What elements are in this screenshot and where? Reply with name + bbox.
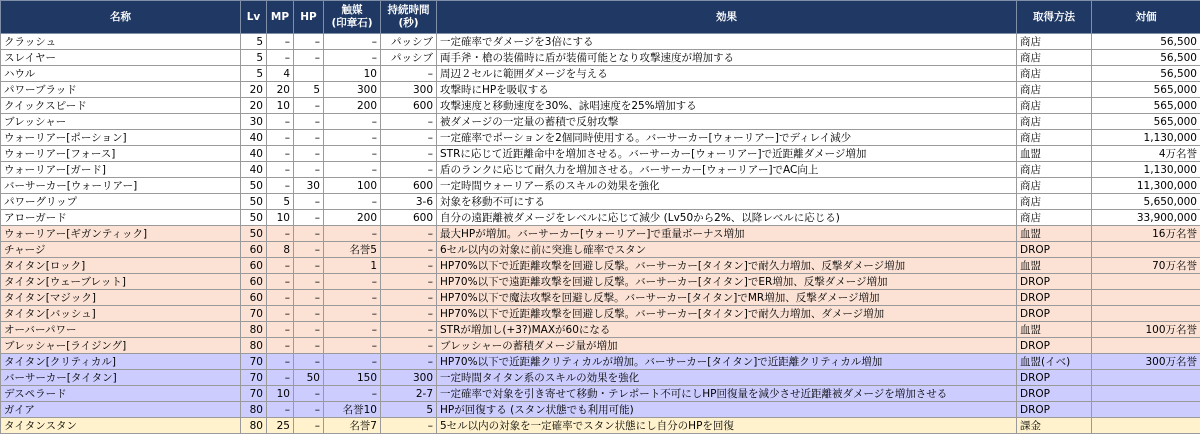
- cell-hp: –: [294, 258, 324, 274]
- cell-hp: –: [294, 418, 324, 434]
- cell-duration: パッシブ: [381, 34, 437, 50]
- cell-mp: –: [267, 402, 294, 418]
- cell-duration: 300: [381, 82, 437, 98]
- cell-effect: HP70%以下で近距離攻撃を回避し反撃。バーサーカー[タイタン]で耐久力増加、ダメージ増加: [437, 306, 1017, 322]
- cell-skill-name: タイタン[マジック]: [1, 290, 241, 306]
- cell-duration: パッシブ: [381, 50, 437, 66]
- cell-catalyst: 1: [324, 258, 381, 274]
- cell-effect: 攻撃時にHPを吸収する: [437, 82, 1017, 98]
- cell-acquisition: DROP: [1017, 306, 1092, 322]
- table-row: [1, 178, 1200, 194]
- cell-duration: 600: [381, 210, 437, 226]
- cell-price: 4万名誉: [1092, 146, 1200, 162]
- cell-effect: 自分の遠距離被ダメージをレベルに応じて減少 (Lv50から2%、以降レベルに応じる): [437, 210, 1017, 226]
- cell-skill-name: タイタン[ウェーブレット]: [1, 274, 241, 290]
- cell-acquisition: 血盟(イベ): [1017, 354, 1092, 370]
- cell-level: 5: [241, 34, 267, 50]
- cell-price: 1,130,000: [1092, 162, 1200, 178]
- cell-catalyst: 名誉5: [324, 242, 381, 258]
- table-body: [1, 34, 1200, 434]
- cell-acquisition: 血盟: [1017, 146, 1092, 162]
- cell-catalyst: 名誉7: [324, 418, 381, 434]
- cell-acquisition: 商店: [1017, 178, 1092, 194]
- cell-skill-name: ウォーリアー[フォース]: [1, 146, 241, 162]
- cell-skill-name: バーサーカー[ウォーリアー]: [1, 178, 241, 194]
- cell-price: 56,500: [1092, 34, 1200, 50]
- cell-acquisition: 血盟: [1017, 258, 1092, 274]
- cell-level: 60: [241, 290, 267, 306]
- table-row: [1, 162, 1200, 178]
- table-row: [1, 242, 1200, 258]
- cell-duration: –: [381, 306, 437, 322]
- cell-level: 30: [241, 114, 267, 130]
- cell-skill-name: タイタンスタン: [1, 418, 241, 434]
- cell-acquisition: 商店: [1017, 34, 1092, 50]
- cell-duration: 2-7: [381, 386, 437, 402]
- cell-mp: –: [267, 50, 294, 66]
- cell-level: 5: [241, 50, 267, 66]
- cell-duration: –: [381, 258, 437, 274]
- cell-effect: 一定確率でポーションを2個同時使用する。バーサーカー[ウォーリアー]でディレイ減少: [437, 130, 1017, 146]
- cell-hp: –: [294, 34, 324, 50]
- cell-price: 300万名誉: [1092, 354, 1200, 370]
- table-row: [1, 354, 1200, 370]
- table-row: [1, 50, 1200, 66]
- cell-catalyst: –: [324, 146, 381, 162]
- cell-price: 565,000: [1092, 114, 1200, 130]
- cell-mp: 8: [267, 242, 294, 258]
- cell-mp: –: [267, 226, 294, 242]
- cell-skill-name: ガイア: [1, 402, 241, 418]
- cell-duration: –: [381, 162, 437, 178]
- cell-level: 50: [241, 178, 267, 194]
- cell-price: [1092, 274, 1200, 290]
- table-row: [1, 210, 1200, 226]
- table-row: [1, 194, 1200, 210]
- cell-price: [1092, 290, 1200, 306]
- cell-duration: 3-6: [381, 194, 437, 210]
- cell-skill-name: ハウル: [1, 66, 241, 82]
- cell-mp: –: [267, 338, 294, 354]
- cell-catalyst: –: [324, 386, 381, 402]
- cell-hp: –: [294, 274, 324, 290]
- cell-acquisition: DROP: [1017, 242, 1092, 258]
- cell-price: 33,900,000: [1092, 210, 1200, 226]
- cell-catalyst: –: [324, 130, 381, 146]
- cell-skill-name: アローガード: [1, 210, 241, 226]
- header-catalyst: 触媒 (印章石): [324, 1, 381, 34]
- cell-price: [1092, 338, 1200, 354]
- cell-catalyst: –: [324, 338, 381, 354]
- table-row: [1, 98, 1200, 114]
- cell-hp: –: [294, 338, 324, 354]
- cell-effect: 一定時間ウォーリアー系のスキルの効果を強化: [437, 178, 1017, 194]
- cell-effect: HP70%以下で近距離クリティカルが増加。バーサーカー[タイタン]で近距離クリティカル増加: [437, 354, 1017, 370]
- cell-mp: –: [267, 322, 294, 338]
- cell-mp: 5: [267, 194, 294, 210]
- cell-duration: –: [381, 418, 437, 434]
- cell-price: 565,000: [1092, 98, 1200, 114]
- cell-duration: –: [381, 66, 437, 82]
- cell-acquisition: DROP: [1017, 402, 1092, 418]
- cell-level: 20: [241, 82, 267, 98]
- header-name: 名称: [1, 1, 241, 34]
- cell-mp: 25: [267, 418, 294, 434]
- cell-hp: –: [294, 354, 324, 370]
- cell-skill-name: スレイヤー: [1, 50, 241, 66]
- cell-mp: –: [267, 162, 294, 178]
- table-row: [1, 130, 1200, 146]
- cell-catalyst: –: [324, 274, 381, 290]
- cell-hp: –: [294, 146, 324, 162]
- cell-catalyst: –: [324, 354, 381, 370]
- cell-hp: –: [294, 50, 324, 66]
- cell-mp: –: [267, 114, 294, 130]
- cell-acquisition: 商店: [1017, 98, 1092, 114]
- cell-hp: –: [294, 114, 324, 130]
- cell-mp: –: [267, 290, 294, 306]
- cell-effect: 最大HPが増加。バーサーカー[ウォーリアー]で重量ボーナス増加: [437, 226, 1017, 242]
- cell-duration: 600: [381, 98, 437, 114]
- cell-price: 16万名誉: [1092, 226, 1200, 242]
- table-row: [1, 66, 1200, 82]
- table-row: [1, 290, 1200, 306]
- cell-level: 50: [241, 194, 267, 210]
- cell-level: 50: [241, 210, 267, 226]
- table-row: [1, 258, 1200, 274]
- cell-mp: –: [267, 258, 294, 274]
- cell-price: 1,130,000: [1092, 130, 1200, 146]
- cell-skill-name: オーバーパワー: [1, 322, 241, 338]
- cell-level: 70: [241, 370, 267, 386]
- cell-level: 70: [241, 386, 267, 402]
- cell-mp: 10: [267, 386, 294, 402]
- cell-mp: 10: [267, 210, 294, 226]
- cell-level: 20: [241, 98, 267, 114]
- cell-skill-name: クラッシュ: [1, 34, 241, 50]
- cell-effect: 一定確率でダメージを3倍にする: [437, 34, 1017, 50]
- header-lv: Lv: [241, 1, 267, 34]
- cell-skill-name: クイックスピード: [1, 98, 241, 114]
- cell-mp: –: [267, 130, 294, 146]
- cell-mp: –: [267, 274, 294, 290]
- cell-mp: 10: [267, 98, 294, 114]
- cell-hp: [294, 66, 324, 82]
- cell-mp: 20: [267, 82, 294, 98]
- cell-hp: –: [294, 98, 324, 114]
- cell-hp: –: [294, 210, 324, 226]
- cell-level: 40: [241, 162, 267, 178]
- cell-level: 80: [241, 402, 267, 418]
- table-row: [1, 338, 1200, 354]
- cell-acquisition: 商店: [1017, 210, 1092, 226]
- cell-acquisition: 商店: [1017, 82, 1092, 98]
- cell-acquisition: DROP: [1017, 386, 1092, 402]
- cell-skill-name: ウォーリアー[ガード]: [1, 162, 241, 178]
- cell-acquisition: 商店: [1017, 66, 1092, 82]
- cell-price: [1092, 386, 1200, 402]
- cell-hp: –: [294, 322, 324, 338]
- cell-effect: 被ダメージの一定量の蓄積で反射攻撃: [437, 114, 1017, 130]
- cell-hp: 30: [294, 178, 324, 194]
- cell-effect: 対象を移動不可にする: [437, 194, 1017, 210]
- cell-hp: 5: [294, 82, 324, 98]
- cell-duration: –: [381, 338, 437, 354]
- cell-skill-name: ウォーリアー[ギガンティック]: [1, 226, 241, 242]
- cell-effect: 両手斧・槍の装備時に盾が装備可能となり攻撃速度が増加する: [437, 50, 1017, 66]
- cell-effect: HP70%以下で近距離攻撃を回避し反撃。バーサーカー[タイタン]で耐久力増加、反撃ダメージ増加: [437, 258, 1017, 274]
- cell-catalyst: –: [324, 226, 381, 242]
- cell-catalyst: –: [324, 306, 381, 322]
- cell-price: [1092, 306, 1200, 322]
- header-row: [1, 1, 1200, 34]
- cell-catalyst: –: [324, 322, 381, 338]
- cell-hp: –: [294, 242, 324, 258]
- cell-catalyst: –: [324, 114, 381, 130]
- header-price: 対価: [1092, 1, 1200, 34]
- cell-mp: 4: [267, 66, 294, 82]
- cell-price: [1092, 418, 1200, 434]
- cell-skill-name: タイタン[クリティカル]: [1, 354, 241, 370]
- cell-effect: STRに応じて近距離命中を増加させる。バーサーカー[ウォーリアー]で近距離ダメージ増加: [437, 146, 1017, 162]
- cell-catalyst: –: [324, 194, 381, 210]
- cell-hp: –: [294, 290, 324, 306]
- cell-duration: 300: [381, 370, 437, 386]
- cell-mp: –: [267, 354, 294, 370]
- cell-price: [1092, 242, 1200, 258]
- cell-duration: –: [381, 130, 437, 146]
- cell-duration: –: [381, 354, 437, 370]
- cell-price: [1092, 402, 1200, 418]
- cell-acquisition: 血盟: [1017, 226, 1092, 242]
- cell-effect: HP70%以下で魔法攻撃を回避し反撃。バーサーカー[タイタン]でMR増加、反撃ダメージ増加: [437, 290, 1017, 306]
- header-effect: 効果: [437, 1, 1017, 34]
- cell-duration: –: [381, 226, 437, 242]
- cell-acquisition: 課金: [1017, 418, 1092, 434]
- cell-price: [1092, 370, 1200, 386]
- cell-skill-name: デスペラード: [1, 386, 241, 402]
- cell-hp: –: [294, 194, 324, 210]
- cell-hp: –: [294, 226, 324, 242]
- cell-effect: 周辺２セルに範囲ダメージを与える: [437, 66, 1017, 82]
- cell-hp: –: [294, 130, 324, 146]
- cell-price: 70万名誉: [1092, 258, 1200, 274]
- cell-catalyst: 10: [324, 66, 381, 82]
- cell-duration: –: [381, 114, 437, 130]
- cell-skill-name: タイタン[ロック]: [1, 258, 241, 274]
- table-row: [1, 370, 1200, 386]
- cell-level: 60: [241, 258, 267, 274]
- table-row: [1, 418, 1200, 434]
- cell-level: 5: [241, 66, 267, 82]
- table-row: [1, 322, 1200, 338]
- cell-mp: –: [267, 34, 294, 50]
- cell-level: 40: [241, 130, 267, 146]
- cell-effect: 盾のランクに応じて耐久力を増加させる。バーサーカー[ウォーリアー]でAC向上: [437, 162, 1017, 178]
- cell-skill-name: ブレッシャー: [1, 114, 241, 130]
- cell-mp: –: [267, 306, 294, 322]
- cell-effect: STRが増加し(+3?)MAXが60になる: [437, 322, 1017, 338]
- cell-acquisition: 商店: [1017, 114, 1092, 130]
- cell-duration: –: [381, 242, 437, 258]
- cell-acquisition: 商店: [1017, 130, 1092, 146]
- cell-skill-name: ブレッシャー[ライジング]: [1, 338, 241, 354]
- cell-catalyst: –: [324, 34, 381, 50]
- table-row: [1, 386, 1200, 402]
- cell-hp: –: [294, 306, 324, 322]
- table-row: [1, 402, 1200, 418]
- header-acquisition: 取得方法: [1017, 1, 1092, 34]
- cell-acquisition: DROP: [1017, 274, 1092, 290]
- cell-level: 70: [241, 306, 267, 322]
- cell-catalyst: 200: [324, 98, 381, 114]
- cell-price: 56,500: [1092, 66, 1200, 82]
- table-row: [1, 306, 1200, 322]
- cell-acquisition: 商店: [1017, 50, 1092, 66]
- cell-acquisition: DROP: [1017, 290, 1092, 306]
- cell-hp: –: [294, 386, 324, 402]
- table-row: [1, 274, 1200, 290]
- cell-catalyst: 300: [324, 82, 381, 98]
- cell-level: 60: [241, 242, 267, 258]
- cell-price: 565,000: [1092, 82, 1200, 98]
- table-row: [1, 82, 1200, 98]
- cell-skill-name: パワーグリップ: [1, 194, 241, 210]
- cell-level: 80: [241, 322, 267, 338]
- cell-duration: –: [381, 146, 437, 162]
- cell-effect: HP70%以下で遠距離攻撃を回避し反撃。バーサーカー[タイタン]でER増加、反撃ダメージ増加: [437, 274, 1017, 290]
- cell-effect: 一定確率で対象を引き寄せて移動・テレポート不可にしHP回復量を減少させ近距離被ダメージを増加させる: [437, 386, 1017, 402]
- cell-mp: –: [267, 178, 294, 194]
- cell-effect: 5セル以内の対象を一定確率でスタン状態にし自分のHPを回復: [437, 418, 1017, 434]
- cell-acquisition: 商店: [1017, 162, 1092, 178]
- header-hp: HP: [294, 1, 324, 34]
- cell-catalyst: –: [324, 290, 381, 306]
- cell-skill-name: タイタン[バッシュ]: [1, 306, 241, 322]
- cell-level: 80: [241, 338, 267, 354]
- table-row: [1, 226, 1200, 242]
- cell-price: 5,650,000: [1092, 194, 1200, 210]
- cell-duration: 5: [381, 402, 437, 418]
- header-duration: 持続時間 (秒): [381, 1, 437, 34]
- cell-level: 40: [241, 146, 267, 162]
- cell-acquisition: DROP: [1017, 370, 1092, 386]
- cell-effect: 一定時間タイタン系のスキルの効果を強化: [437, 370, 1017, 386]
- cell-mp: –: [267, 146, 294, 162]
- cell-catalyst: 200: [324, 210, 381, 226]
- cell-acquisition: DROP: [1017, 338, 1092, 354]
- cell-acquisition: 商店: [1017, 194, 1092, 210]
- cell-catalyst: 150: [324, 370, 381, 386]
- cell-hp: 50: [294, 370, 324, 386]
- cell-skill-name: パワーブラッド: [1, 82, 241, 98]
- cell-catalyst: –: [324, 50, 381, 66]
- cell-skill-name: ウォーリアー[ポーション]: [1, 130, 241, 146]
- cell-duration: –: [381, 274, 437, 290]
- header-mp: MP: [267, 1, 294, 34]
- cell-hp: –: [294, 402, 324, 418]
- cell-mp: –: [267, 370, 294, 386]
- cell-duration: –: [381, 322, 437, 338]
- cell-effect: 6セル以内の対象に前に突進し確率でスタン: [437, 242, 1017, 258]
- cell-catalyst: 名誉10: [324, 402, 381, 418]
- table-row: [1, 34, 1200, 50]
- cell-price: 56,500: [1092, 50, 1200, 66]
- cell-effect: ブレッシャーの蓄積ダメージ量が増加: [437, 338, 1017, 354]
- cell-skill-name: チャージ: [1, 242, 241, 258]
- table-row: [1, 114, 1200, 130]
- cell-level: 70: [241, 354, 267, 370]
- cell-acquisition: 血盟: [1017, 322, 1092, 338]
- cell-level: 80: [241, 418, 267, 434]
- cell-level: 50: [241, 226, 267, 242]
- cell-catalyst: –: [324, 162, 381, 178]
- cell-duration: –: [381, 290, 437, 306]
- cell-catalyst: 100: [324, 178, 381, 194]
- cell-price: 100万名誉: [1092, 322, 1200, 338]
- cell-level: 60: [241, 274, 267, 290]
- cell-duration: 600: [381, 178, 437, 194]
- cell-effect: 攻撃速度と移動速度を30%、詠唱速度を25%増加する: [437, 98, 1017, 114]
- cell-price: 11,300,000: [1092, 178, 1200, 194]
- cell-hp: –: [294, 162, 324, 178]
- table-row: [1, 146, 1200, 162]
- cell-effect: HPが回復する (スタン状態でも利用可能): [437, 402, 1017, 418]
- cell-skill-name: バーサーカー[タイタン]: [1, 370, 241, 386]
